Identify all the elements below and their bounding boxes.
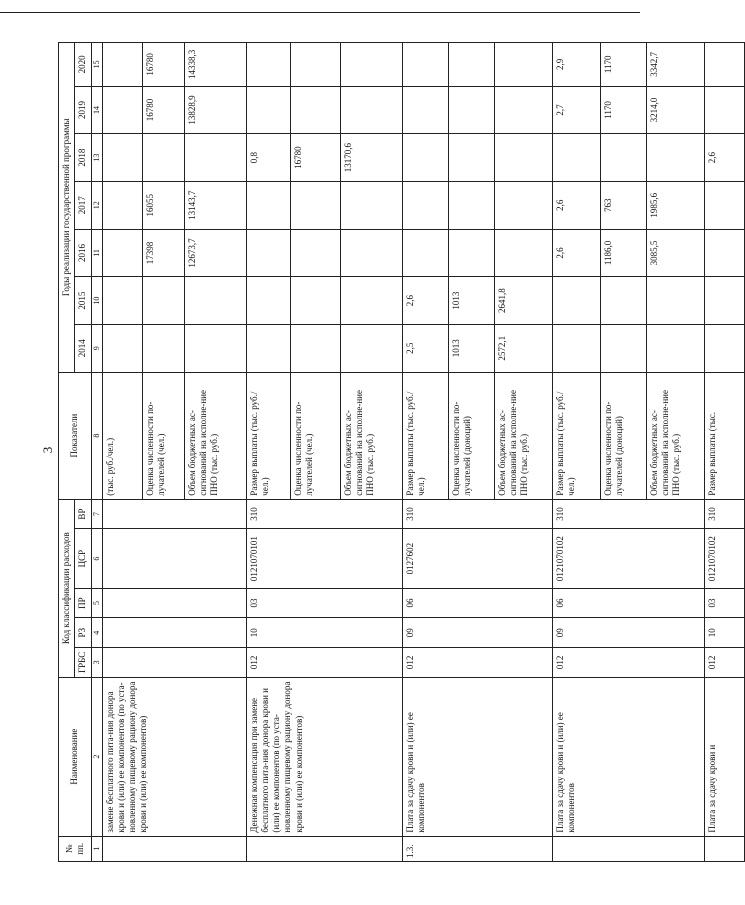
year-value-cell	[102, 277, 142, 325]
header-grbs: ГРБС	[75, 648, 91, 678]
year-value-cell	[448, 181, 494, 229]
year-value-cell	[704, 229, 744, 277]
row-number-cell	[552, 836, 704, 861]
year-value-cell: 2,9	[552, 43, 600, 87]
grbs-cell: 012	[246, 648, 402, 678]
header-year-2017: 2017	[75, 181, 91, 229]
pr-cell: 06	[552, 588, 704, 618]
year-value-cell: 2,5	[402, 324, 448, 372]
year-value-cell	[340, 229, 402, 277]
column-number-row	[91, 43, 102, 862]
header-vr: ВР	[75, 499, 91, 529]
year-value-cell	[184, 134, 246, 182]
row-number-cell	[102, 836, 246, 861]
header-year-2018: 2018	[75, 134, 91, 182]
table-row	[552, 43, 600, 862]
header-csr: ЦСР	[75, 529, 91, 588]
pr-cell: 03	[246, 588, 402, 618]
csr-cell: 0121070101	[246, 529, 402, 588]
year-value-cell: 12673,7	[184, 229, 246, 277]
grbs-cell: 012	[552, 648, 704, 678]
year-value-cell: 13170,6	[340, 134, 402, 182]
column-number: 6	[91, 529, 102, 588]
indicator-cell: Оценка численности по-лучателей (чел.)	[142, 372, 184, 499]
year-value-cell: 13828,9	[184, 86, 246, 134]
year-value-cell: 2,6	[402, 277, 448, 325]
column-number: 14	[91, 86, 102, 134]
year-value-cell: 1013	[448, 277, 494, 325]
year-value-cell	[704, 181, 744, 229]
indicator-cell: Объем бюджетных ас-сигнований на исполне-ние ПНО (тыс. руб.)	[646, 372, 704, 499]
year-value-cell: 763	[600, 181, 646, 229]
year-value-cell	[494, 181, 552, 229]
vr-cell: 310	[552, 499, 704, 529]
year-value-cell: 1170	[600, 43, 646, 87]
year-value-cell	[704, 43, 744, 87]
row-name-cell: Плата за сдачу крови и (или) ее компонентов	[552, 677, 704, 836]
year-value-cell	[646, 324, 704, 372]
row-name-cell: Плата за сдачу крови и	[704, 677, 744, 836]
header-years-group: Годы реализации государственной программы	[59, 43, 75, 373]
vr-cell: 310	[246, 499, 402, 529]
year-value-cell	[646, 134, 704, 182]
year-value-cell	[290, 324, 340, 372]
year-value-cell: 16780	[290, 134, 340, 182]
vr-cell	[102, 499, 246, 529]
pr-cell: 03	[704, 588, 744, 618]
rz-cell	[102, 618, 246, 648]
column-number: 12	[91, 181, 102, 229]
header-rz: РЗ	[75, 618, 91, 648]
page-number: 3	[40, 446, 55, 454]
header-year-2016: 2016	[75, 229, 91, 277]
year-value-cell	[600, 324, 646, 372]
year-value-cell	[184, 277, 246, 325]
table-row	[402, 43, 448, 862]
header-name: Наименование	[59, 677, 92, 836]
row-number-cell	[704, 836, 744, 861]
column-number: 10	[91, 277, 102, 325]
row-number-cell	[246, 836, 402, 861]
table-row	[246, 43, 290, 862]
year-value-cell	[494, 134, 552, 182]
year-value-cell: 1013	[448, 324, 494, 372]
rotated-table-container	[58, 42, 717, 862]
indicator-cell: (тыс. руб./чел.)	[102, 372, 142, 499]
indicator-cell: Оценка численности по-лучателей (доноций)	[600, 372, 646, 499]
year-value-cell: 3342,7	[646, 43, 704, 87]
year-value-cell: 16780	[142, 86, 184, 134]
year-value-cell	[402, 86, 448, 134]
year-value-cell	[600, 134, 646, 182]
year-value-cell: 17398	[142, 229, 184, 277]
top-rule	[0, 12, 640, 13]
year-value-cell	[340, 324, 402, 372]
year-value-cell	[142, 324, 184, 372]
year-value-cell	[340, 86, 402, 134]
year-value-cell: 14338,3	[184, 43, 246, 87]
vr-cell: 310	[704, 499, 744, 529]
csr-cell	[102, 529, 246, 588]
year-value-cell	[340, 181, 402, 229]
year-value-cell	[340, 43, 402, 87]
year-value-cell	[142, 134, 184, 182]
year-value-cell: 2,7	[552, 86, 600, 134]
year-value-cell	[102, 229, 142, 277]
header-year-2019: 2019	[75, 86, 91, 134]
year-value-cell: 1170	[600, 86, 646, 134]
year-value-cell	[552, 134, 600, 182]
rz-cell: 09	[402, 618, 552, 648]
year-value-cell	[102, 181, 142, 229]
row-name-cell: Денежная компенсация при замене бесплатного пита-ния донора крови и (или) ее компонентов (по уста-новленному пищевому рациону донора крови и (или) ее компонентов)	[246, 677, 402, 836]
year-value-cell: 16055	[142, 181, 184, 229]
year-value-cell	[290, 181, 340, 229]
year-value-cell	[704, 277, 744, 325]
year-value-cell: 1186,0	[600, 229, 646, 277]
table-row	[102, 43, 142, 862]
year-value-cell	[494, 86, 552, 134]
indicator-cell: Оценка численности по-лучателей (чел.)	[290, 372, 340, 499]
header-year-2020: 2020	[75, 43, 91, 87]
year-value-cell	[184, 324, 246, 372]
year-value-cell	[448, 86, 494, 134]
year-value-cell	[552, 324, 600, 372]
year-value-cell	[142, 277, 184, 325]
year-value-cell	[402, 134, 448, 182]
year-value-cell	[448, 134, 494, 182]
vr-cell: 310	[402, 499, 552, 529]
column-number: 15	[91, 43, 102, 87]
grbs-cell: 012	[704, 648, 744, 678]
year-value-cell: 2,6	[552, 181, 600, 229]
indicator-cell: Размер выплаты (тыс.	[704, 372, 744, 499]
indicator-cell: Размер выплаты (тыс. руб./чел.)	[246, 372, 290, 499]
indicator-cell: Размер выплаты (тыс. руб./чел.)	[402, 372, 448, 499]
year-value-cell	[246, 43, 290, 87]
indicator-cell: Размер выплаты (тыс. руб./чел.)	[552, 372, 600, 499]
row-name-cell: замене бесплатного пита-ния донора крови и (или) ее компонентов (по уста-новленному пищевому рациону донора крови и (или) ее компонентов)	[102, 677, 246, 836]
csr-cell: 0121070102	[704, 529, 744, 588]
year-value-cell	[552, 277, 600, 325]
year-value-cell	[290, 277, 340, 325]
year-value-cell	[402, 181, 448, 229]
year-value-cell	[494, 229, 552, 277]
year-value-cell	[494, 43, 552, 87]
table-row	[704, 43, 744, 862]
year-value-cell	[340, 277, 402, 325]
year-value-cell	[600, 277, 646, 325]
year-value-cell	[246, 86, 290, 134]
year-value-cell	[246, 324, 290, 372]
header-year-2015: 2015	[75, 277, 91, 325]
column-number: 5	[91, 588, 102, 618]
row-name-cell: Плата за сдачу крови и (или) ее компонентов	[402, 677, 552, 836]
budget-table	[58, 42, 745, 862]
year-value-cell: 16780	[142, 43, 184, 87]
year-value-cell	[290, 86, 340, 134]
grbs-cell	[102, 648, 246, 678]
grbs-cell: 012	[402, 648, 552, 678]
year-value-cell: 2,6	[704, 134, 744, 182]
year-value-cell: 2,6	[552, 229, 600, 277]
year-value-cell	[290, 229, 340, 277]
table-body	[102, 43, 744, 862]
year-value-cell	[402, 229, 448, 277]
rz-cell: 10	[704, 618, 744, 648]
header-year-2014: 2014	[75, 324, 91, 372]
header-pr: ПР	[75, 588, 91, 618]
indicator-cell: Объем бюджетных ас-сигнований на исполне-ние ПНО (тыс. руб.)	[184, 372, 246, 499]
column-number: 3	[91, 648, 102, 678]
csr-cell: 0127602	[402, 529, 552, 588]
column-number: 8	[91, 372, 102, 499]
year-value-cell	[402, 43, 448, 87]
rz-cell: 09	[552, 618, 704, 648]
year-value-cell	[448, 43, 494, 87]
year-value-cell: 0,8	[246, 134, 290, 182]
indicator-cell: Объем бюджетных ас-сигнований на исполне-ние ПНО (тыс. руб.)	[494, 372, 552, 499]
pr-cell: 06	[402, 588, 552, 618]
year-value-cell	[246, 181, 290, 229]
column-number: 7	[91, 499, 102, 529]
year-value-cell: 3085,5	[646, 229, 704, 277]
indicator-cell: Объем бюджетных ас-сигнований на исполне-ние ПНО (тыс. руб.)	[340, 372, 402, 499]
year-value-cell: 2572,1	[494, 324, 552, 372]
year-value-cell: 1985,6	[646, 181, 704, 229]
year-value-cell: 2641,8	[494, 277, 552, 325]
column-number: 13	[91, 134, 102, 182]
indicator-cell: Оценка численности по-лучателей (доноций)	[448, 372, 494, 499]
column-number: 4	[91, 618, 102, 648]
header-no: № пп.	[59, 836, 92, 861]
year-value-cell	[102, 134, 142, 182]
year-value-cell: 3214,0	[646, 86, 704, 134]
year-value-cell: 13143,7	[184, 181, 246, 229]
year-value-cell	[102, 86, 142, 134]
column-number: 1	[91, 836, 102, 861]
year-value-cell	[102, 43, 142, 87]
year-value-cell	[102, 324, 142, 372]
row-number-cell: 1.3.	[402, 836, 552, 861]
year-value-cell	[646, 277, 704, 325]
csr-cell: 0121070102	[552, 529, 704, 588]
year-value-cell	[246, 229, 290, 277]
column-number: 9	[91, 324, 102, 372]
pr-cell	[102, 588, 246, 618]
column-number: 2	[91, 677, 102, 836]
year-value-cell	[704, 324, 744, 372]
year-value-cell	[246, 277, 290, 325]
year-value-cell	[290, 43, 340, 87]
year-value-cell	[704, 86, 744, 134]
column-number: 11	[91, 229, 102, 277]
header-indicators: Показатели	[59, 372, 92, 499]
year-value-cell	[448, 229, 494, 277]
rz-cell: 10	[246, 618, 402, 648]
header-code-group: Код классификации расходов	[59, 499, 75, 677]
